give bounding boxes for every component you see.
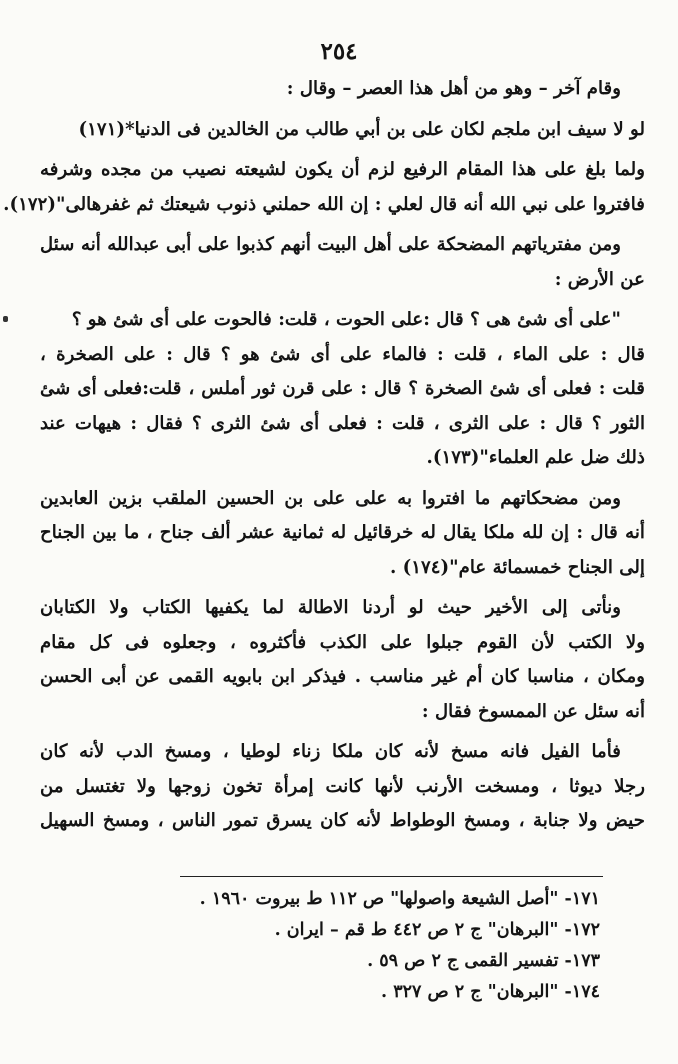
margin-mark (3, 316, 8, 322)
paragraph (40, 113, 645, 148)
paragraph (40, 303, 645, 476)
text-line: ومن مضحكاتهم ما افتروا به على على بن الحسين الملقب بزين العابدين (40, 487, 621, 509)
text-line: لو لا سيف ابن ملجم لكان على بن أبي طالب من الخالدين فى الدنيا*(١٧١) (78, 118, 645, 140)
footnote: ١٧١- "أصل الشيعة واصولها" ص ١١٢ ط بيروت ١٩٦٠ . (199, 889, 600, 909)
text-line: رجلا ديوثا ، ومسخت الأرنب لأنها كانت إمرأة تخون زوجها ولا تغتسل من (40, 775, 645, 797)
paragraph (3, 153, 645, 222)
paragraph (40, 735, 645, 839)
text-line: ولا الكتب لأن القوم جبلوا على الكذب فأكثروه ، وجعلوه فى كل مقام (40, 631, 645, 653)
footnote-divider (180, 876, 603, 877)
paragraph (40, 482, 645, 586)
text-line: ولما بلغ على هذا المقام الرفيع لزم أن يكون لشيعته نصيب من مجده وشرفه (40, 159, 645, 180)
text-line: حيض ولا جنابة ، ومسخ الوطواط لأنه كان يسرق تمور الناس ، ومسخ السهيل (40, 810, 645, 831)
body-text (3, 72, 645, 845)
text-line: فافتروا على نبي الله أنه قال لعلي : إن الله حملني ذنوب شيعتك ثم غفرهالى"(١٧٢). (3, 193, 645, 215)
text-line: عن الأرض : (554, 268, 645, 290)
paragraph (40, 591, 645, 729)
text-line: فأما الفيل فانه مسخ لأنه كان ملكا زناء لوطيا ، ومسخ الدب لأنه كان (40, 741, 621, 762)
footnote: ١٧٣- تفسير القمى ج ٢ ص ٥٩ . (367, 951, 600, 971)
footnotes (80, 884, 600, 1008)
text-line: قال : على الماء ، قلت : فالماء على أى شئ هو ؟ قال : على الصخرة ، (40, 343, 645, 365)
text-line: أنه قال : إن لله ملكا يقال له خرقائيل له ثمانية عشر ألف جناح ، ما بين الجناح (40, 522, 645, 543)
paragraph (40, 72, 645, 107)
text-line: قلت : فعلى أى شئ الصخرة ؟ قال : على قرن ثور أملس ، قلت:فعلى أى شئ (40, 378, 645, 399)
text-line: ونأتى إلى الأخير حيث لو أردنا الاطالة لما يكفيها الكتاب ولا الكتابان (40, 597, 621, 618)
text-line: وقام آخر – وهو من أهل هذا العصر – وقال : (286, 78, 621, 99)
page-number: ٢٥٤ (320, 38, 358, 65)
text-line: "على أى شئ هى ؟ قال :على الحوت ، قلت: فالحوت على أى شئ هو ؟ (71, 309, 621, 330)
footnote: ١٧٢- "البرهان" ج ٢ ص ٤٤٢ ط قم – ايران . (274, 920, 600, 940)
text-line: أنه سئل عن الممسوخ فقال : (421, 700, 645, 722)
paragraph (40, 228, 645, 297)
text-line: ومن مفترياتهم المضحكة على أهل البيت أنهم كذبوا على أبى عبدالله أنه سئل (40, 234, 621, 255)
text-line: الثور ؟ قال : على الثرى ، قلت : فعلى أى شئ الثرى ؟ فقال : هيهات عند (40, 412, 645, 434)
text-line: ومكان ، مناسبا كان أم غير مناسب . فيذكر ابن بابويه القمى عن أبى الحسن (40, 666, 645, 687)
footnote: ١٧٤- "البرهان" ج ٢ ص ٣٢٧ . (381, 982, 600, 1002)
text-line: ذلك ضل علم العلماء"(١٧٣). (426, 447, 645, 468)
text-line: إلى الجناح خمسمائة عام"(١٧٤) . (389, 556, 645, 578)
